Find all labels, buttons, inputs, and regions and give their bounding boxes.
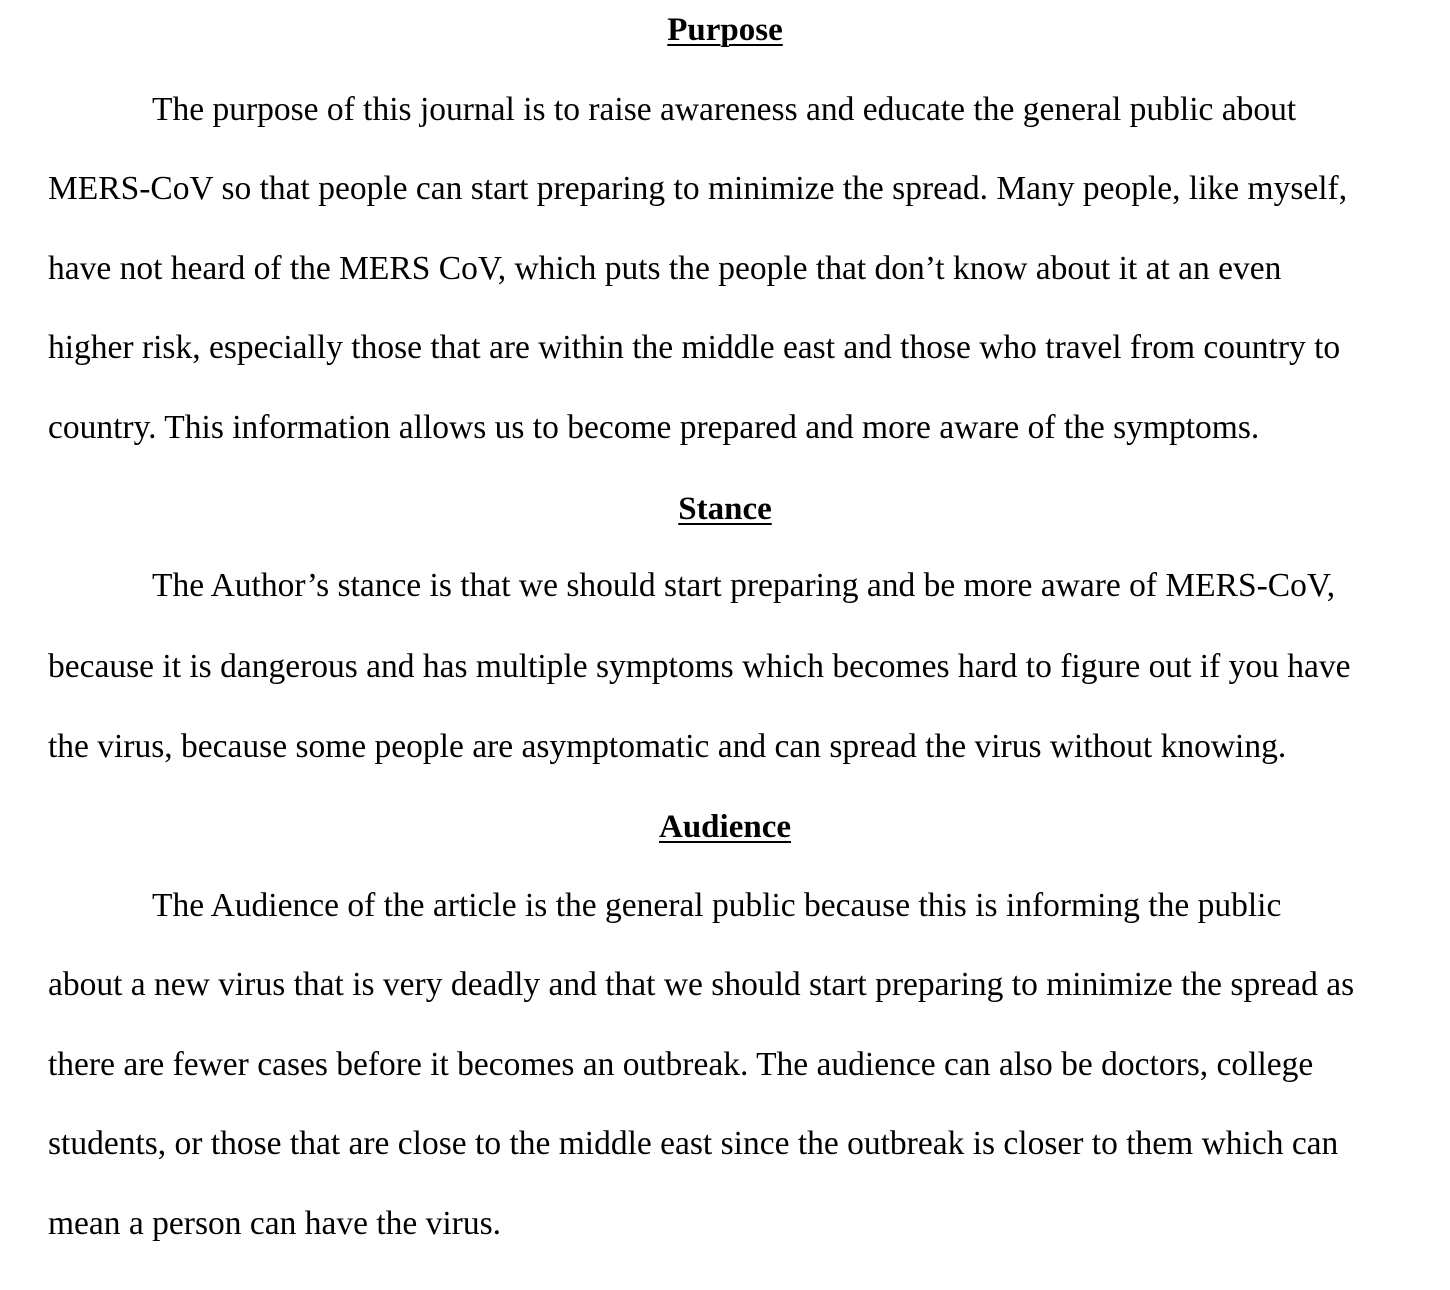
paragraph-line: country. This information allows us to become prepared and more aware of the symptoms. [48, 409, 1260, 446]
section-heading-purpose-text: Purpose [667, 12, 783, 48]
paragraph-line: MERS-CoV so that people can start preparing to minimize the spread. Many people, like myself, [48, 170, 1348, 207]
section-heading-stance [0, 489, 1450, 529]
paragraph-line: mean a person can have the virus. [48, 1205, 502, 1242]
section-heading-audience [0, 807, 1450, 847]
paragraph-line: The Author’s stance is that we should start preparing and be more aware of MERS-CoV, [152, 567, 1336, 604]
paragraph-line: have not heard of the MERS CoV, which puts the people that don’t know about it at an even [48, 250, 1282, 287]
paragraph-line: about a new virus that is very deadly and that we should start preparing to minimize the spread as [48, 966, 1355, 1003]
paragraph-line: there are fewer cases before it becomes an outbreak. The audience can also be doctors, college [48, 1046, 1314, 1083]
paragraph-line: higher risk, especially those that are within the middle east and those who travel from country to [48, 329, 1341, 366]
section-heading-audience-text: Audience [659, 809, 791, 845]
paragraph-line: The purpose of this journal is to raise awareness and educate the general public about [152, 91, 1297, 128]
paragraph-line: the virus, because some people are asymptomatic and can spread the virus without knowing. [48, 728, 1287, 765]
paragraph-line: The Audience of the article is the general public because this is informing the public [152, 887, 1282, 924]
paragraph-line: because it is dangerous and has multiple symptoms which becomes hard to figure out if you have [48, 648, 1351, 685]
paragraph-line: students, or those that are close to the middle east since the outbreak is closer to them which can [48, 1125, 1339, 1162]
section-heading-purpose [0, 10, 1450, 50]
section-heading-stance-text: Stance [678, 491, 772, 527]
